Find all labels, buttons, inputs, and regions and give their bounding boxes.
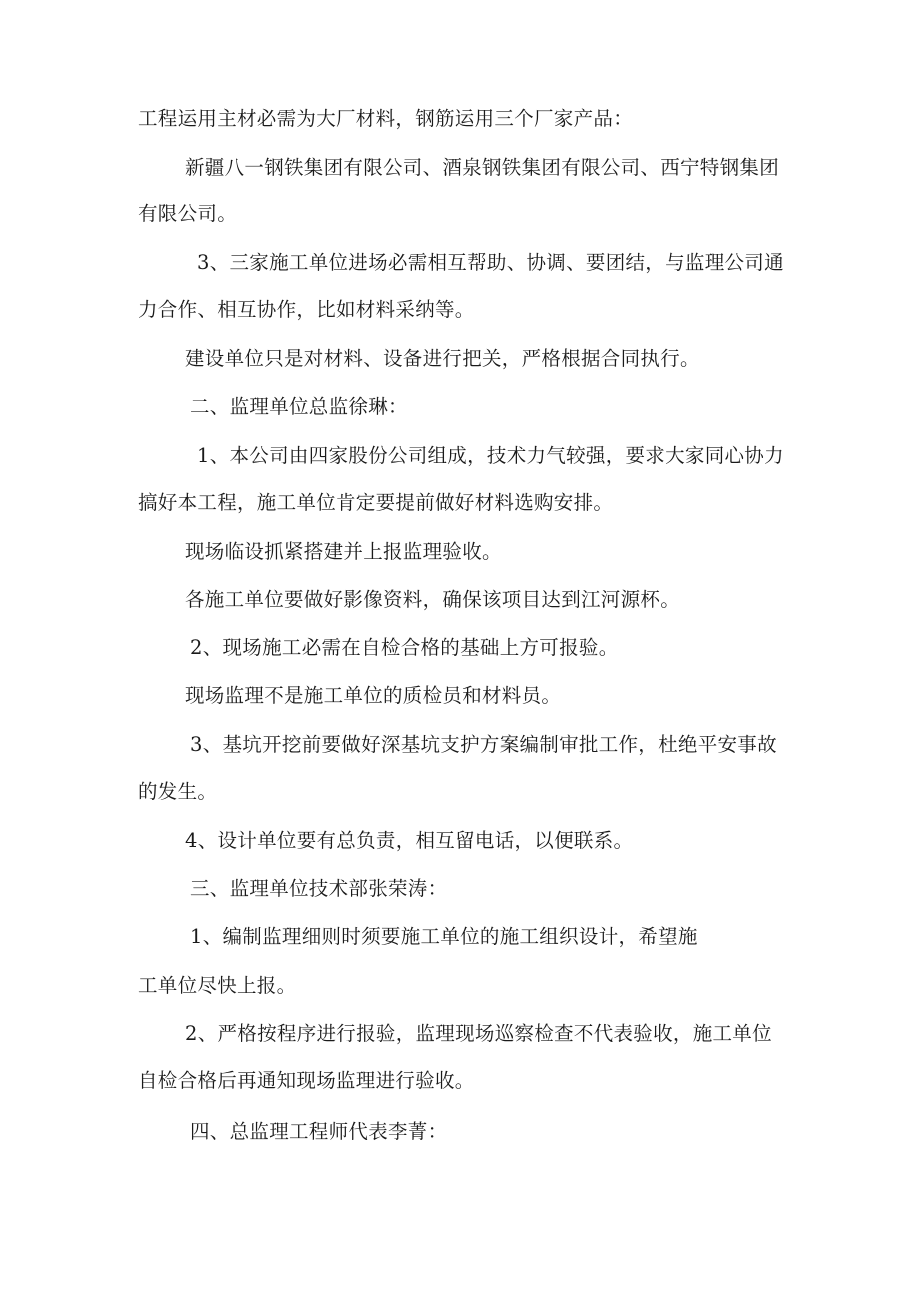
text-line: 搞好本工程，施工单位肯定要提前做好材料选购安排。 [138,491,614,514]
text-line: 各施工单位要做好影像资料，确保该项目达到江河源杯。 [185,588,681,611]
text-line: 4、设计单位要有总负责，相互留电话，以便联系。 [185,829,634,852]
text-line: 2、严格按程序进行报验，监理现场巡察检查不代表验收，施工单位 [185,1022,772,1045]
text-line: 工程运用主材必需为大厂材料，钢筋运用三个厂家产品： [138,107,634,130]
text-line: 现场临设抓紧搭建并上报监理验收。 [185,540,502,563]
section-heading: 二、监理单位总监徐琳： [190,395,408,418]
text-line: 现场监理不是施工单位的质检员和材料员。 [185,684,562,707]
text-line: 自检合格后再通知现场监理进行验收。 [138,1069,475,1092]
text-line: 有限公司。 [138,202,238,225]
text-line: 3、基坑开挖前要做好深基坑支护方案编制审批工作，杜绝平安事故 [190,733,777,756]
text-line: 1、本公司由四家股份公司组成，技术力气较强，要求大家同心协力 [197,444,784,467]
text-line: 的发生。 [138,780,218,803]
text-line: 建设单位只是对材料、设备进行把关，严格根据合同执行。 [185,347,700,370]
text-line: 工单位尽快上报。 [138,974,297,997]
section-heading: 三、监理单位技术部张荣涛： [190,877,448,900]
text-line: 3、三家施工单位进场必需相互帮助、协调、要团结，与监理公司通 [197,251,784,274]
text-line: 1、编制监理细则时须要施工单位的施工组织设计，希望施 [190,925,698,948]
text-line: 力合作、相互协作，比如材料采纳等。 [138,298,475,321]
text-line: 新疆八一钢铁集团有限公司、酒泉钢铁集团有限公司、西宁特钢集团 [185,156,780,179]
text-line: 2、现场施工必需在自检合格的基础上方可报验。 [190,636,619,659]
section-heading: 四、总监理工程师代表李菁： [190,1120,448,1143]
